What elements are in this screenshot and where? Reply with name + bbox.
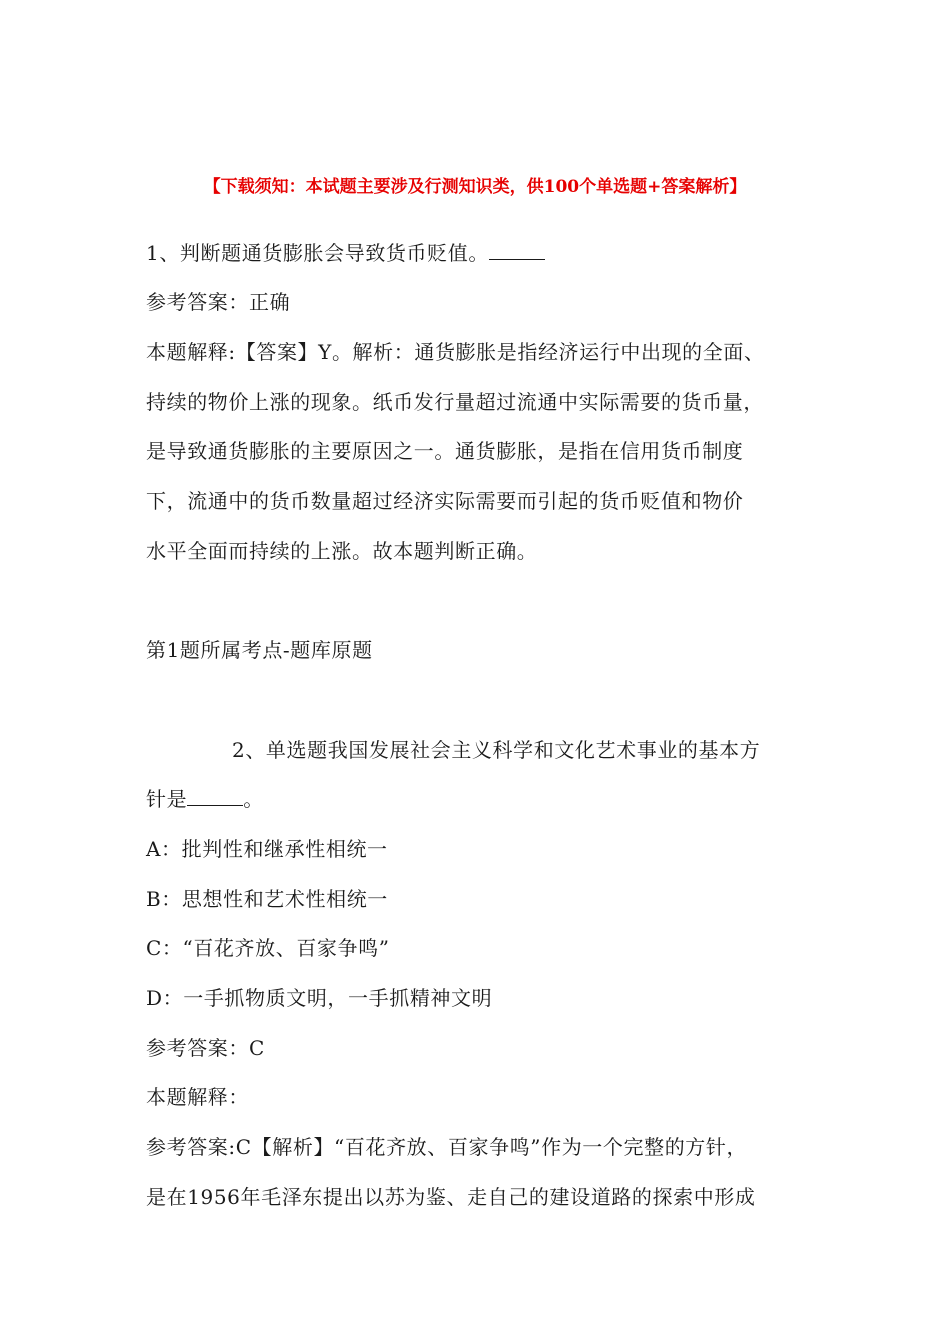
answer-blank [489, 241, 545, 260]
question-1-explanation-line: 本题解释:【答案】Y。解析：通货膨胀是指经济运行中出现的全面、 [146, 340, 765, 364]
question-1-explanation-line: 是导致通货膨胀的主要原因之一。通货膨胀，是指在信用货币制度 [146, 439, 744, 463]
question-1-text: 1、判断题通货膨胀会导致货币贬值。 [146, 241, 489, 265]
question-2-explanation-line: 是在1956年毛泽东提出以苏为鉴、走自己的建设道路的探索中形成 [146, 1185, 756, 1209]
question-1 [146, 240, 545, 266]
question-1-answer: 参考答案：正确 [146, 290, 291, 314]
question-1-explanation-line: 水平全面而持续的上涨。故本题判断正确。 [146, 539, 538, 563]
option-d: D：一手抓物质文明，一手抓精神文明 [146, 986, 493, 1010]
question-2-answer: 参考答案：C [146, 1036, 265, 1060]
question-2-prefix: 针是 [146, 787, 188, 811]
question-2-suffix: 。 [243, 787, 264, 811]
question-2-text: 2、单选题我国发展社会主义科学和文化艺术事业的基本方 [232, 738, 761, 762]
answer-blank [187, 787, 243, 806]
question-1-explanation-line: 持续的物价上涨的现象。纸币发行量超过流通中实际需要的货币量， [146, 390, 764, 414]
option-a: A：批判性和继承性相统一 [146, 837, 388, 861]
question-2-explanation-line: 参考答案:C【解析】“百花齐放、百家争鸣”作为一个完整的方针， [146, 1135, 748, 1159]
question-2-text-continued [146, 786, 264, 812]
question-2-explanation-label: 本题解释： [146, 1085, 249, 1109]
option-b: B：思想性和艺术性相统一 [146, 887, 388, 911]
option-c: C：“百花齐放、百家争鸣” [146, 936, 390, 960]
download-notice: 【下载须知：本试题主要涉及行测知识类，供100个单选题+答案解析】 [203, 177, 747, 197]
question-1-point: 第1题所属考点-题库原题 [146, 638, 373, 662]
question-1-explanation-line: 下，流通中的货币数量超过经济实际需要而引起的货币贬值和物价 [146, 489, 744, 513]
